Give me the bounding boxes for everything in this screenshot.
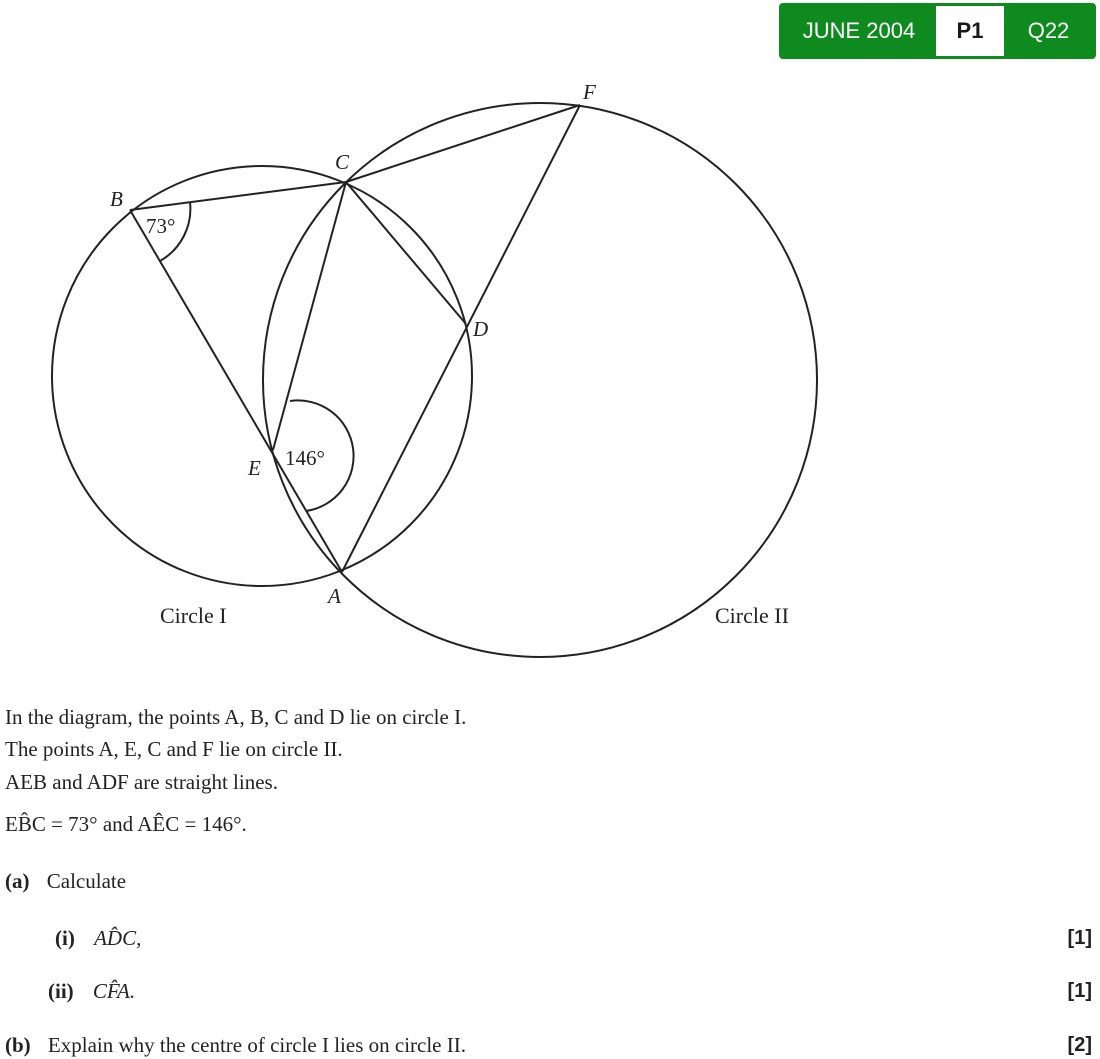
part-a: [5, 871, 126, 892]
paper-number: P1: [936, 6, 1004, 56]
exam-date: JUNE 2004: [802, 18, 916, 43]
line-a-f: [342, 105, 580, 572]
line-b-c: [130, 182, 346, 210]
label-point-b: B: [110, 187, 123, 211]
question-number: Q22: [1027, 18, 1070, 43]
part-a-ii: [48, 981, 135, 1002]
part-a-text: Calculate: [46, 869, 127, 893]
part-b-marks: [2]: [1067, 1034, 1092, 1056]
intro-line-3: AEB and ADF are straight lines.: [5, 770, 278, 794]
circle-one-label: Circle I: [160, 603, 227, 628]
circle-one: [52, 166, 472, 586]
label-point-e: E: [248, 456, 261, 480]
circle-two: [263, 103, 817, 657]
line-c-f: [346, 105, 580, 182]
part-a-ii-text: CF̂A.: [92, 979, 136, 1003]
label-point-a: A: [328, 584, 341, 608]
circle-two-label: Circle II: [715, 603, 789, 628]
part-b: [5, 1035, 466, 1056]
label-point-d: D: [473, 317, 489, 341]
part-b-label: (b): [5, 1033, 31, 1057]
part-a-i-label: (i): [55, 926, 75, 950]
line-c-d: [346, 182, 466, 324]
angle-label-b: 73°: [146, 214, 176, 238]
intro-line-4: EB̂C = 73° and AÊC = 146°.: [5, 812, 247, 836]
intro-line-2: The points A, E, C and F lie on circle II.: [5, 737, 343, 761]
label-point-f: F: [583, 80, 596, 104]
part-a-i-text: AD̂C,: [94, 926, 142, 950]
line-b-a: [130, 210, 342, 572]
angle-label-e: 146°: [285, 446, 325, 470]
part-a-ii-label: (ii): [48, 979, 74, 1003]
line-c-e: [273, 182, 346, 450]
label-point-c: C: [335, 150, 350, 174]
part-a-label: (a): [5, 869, 30, 893]
part-a-i-marks: [1]: [1067, 927, 1092, 949]
part-a-ii-marks: [1]: [1067, 980, 1092, 1002]
part-a-i: [55, 928, 141, 949]
part-b-text: Explain why the centre of circle I lies on circle II.: [47, 1033, 466, 1057]
intro-line-1: In the diagram, the points A, B, C and D lie on circle I.: [5, 705, 467, 729]
